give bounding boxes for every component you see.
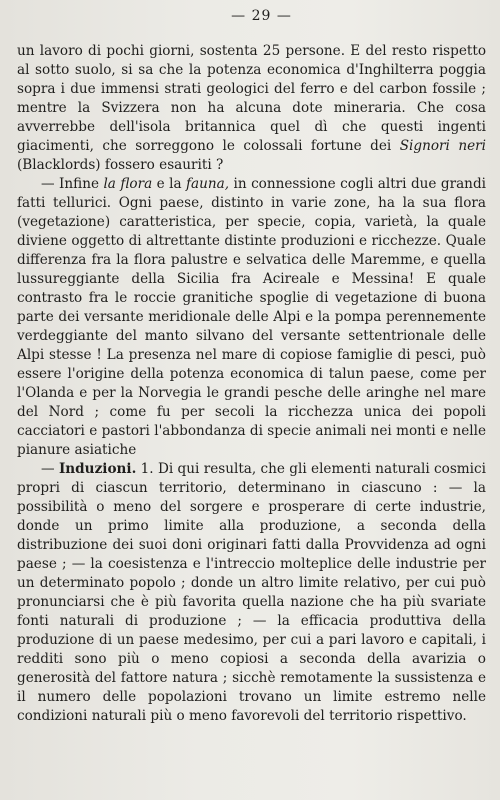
body-text xyxy=(17,42,486,726)
paragraph-1 xyxy=(17,42,486,175)
page-number: — 29 — xyxy=(231,8,292,24)
paragraph-1-text: un lavoro di pochi giorni, sostenta 25 persone. E del resto rispetto al sotto suolo, si sa che la potenza economica d'Inghilterra poggia sopra i due immensi strati geologici del ferro e del carbon fossile ; mentre la Svizzera non ha alcuna dote mineraria. Che cosa avverrebbe dell'isola britannica quel dì che questi ingenti giacimenti, che sorreggono le colossali fortune dei xyxy=(17,43,486,154)
paragraph-1-end: (Blacklords) fossero esauriti ? xyxy=(17,157,224,173)
italic-signori-neri: Signori neri xyxy=(399,138,486,154)
paragraph-3-dash: — xyxy=(41,461,55,477)
paragraph-2-start: — Infine xyxy=(41,176,100,192)
paragraph-2-text: in connessione cogli altri due grandi fatti tellurici. Ogni paese, distinto in varie zone, ha la sua flora (vegetazione) caratteristica, per specie, copia, varietà, la quale diviene oggetto di altrettante distinte produzioni e ricchezze. Quale differenza fra la flora palustre e selvatica delle Maremme, e quella lussureggiante della Sicilia fra Acireale e Messina! E quale contrasto fra le roccie granitiche spoglie di vegetazione di buona parte dei versante meridionale delle Alpi e la pompa perennemente verdeggiante del manto silvano del versante settentrionale delle Alpi stesse ! La presenza nel mare di copiose famiglie di pesci, può essere l'origine della potenza economica di talun paese, come per l'Olanda e per la Norvegia le grandi pesche delle aringhe nel mare del Nord ; come fu per secoli la ricchezza unica dei popoli cacciatori e pastori l'abbondanza di specie animali nei monti e nelle pianure asiatiche xyxy=(17,176,486,458)
paragraph-3-text: 1. Di qui resulta, che gli elementi naturali cosmici propri di ciascun territorio, determinano in ciascuno : — la possibilità o meno del sorgere e prosperare di certe industrie, donde un primo limite alla produzione, a seconda della distribuzione dei suoi doni originari fatti dalla Provvidenza ad ogni paese ; — la coesistenza e l'intreccio molteplice delle industrie per un determinato popolo ; donde un altro limite relativo, per cui può pronunciarsi che è più favorita quella nazione che ha più svariate fonti naturali di produzione ; — la efficacia produttiva della produzione di un paese medesimo, per cui a pari lavoro e capitali, i redditi sono più o meno copiosi a seconda della avarizia o generosità del fattore natura ; sicchè remotamente la sussistenza e il numero delle popolazioni trovano un limite estremo nelle condizioni naturali più o meno favorevoli del territorio rispettivo. xyxy=(17,461,486,724)
paragraph-3 xyxy=(17,460,486,726)
paragraph-2-mid: e la xyxy=(156,176,182,192)
heading-induzioni: Induzioni. xyxy=(58,461,137,477)
paragraph-2 xyxy=(17,175,486,460)
italic-la-flora: la flora xyxy=(103,176,153,192)
italic-fauna: fauna, xyxy=(186,176,230,192)
